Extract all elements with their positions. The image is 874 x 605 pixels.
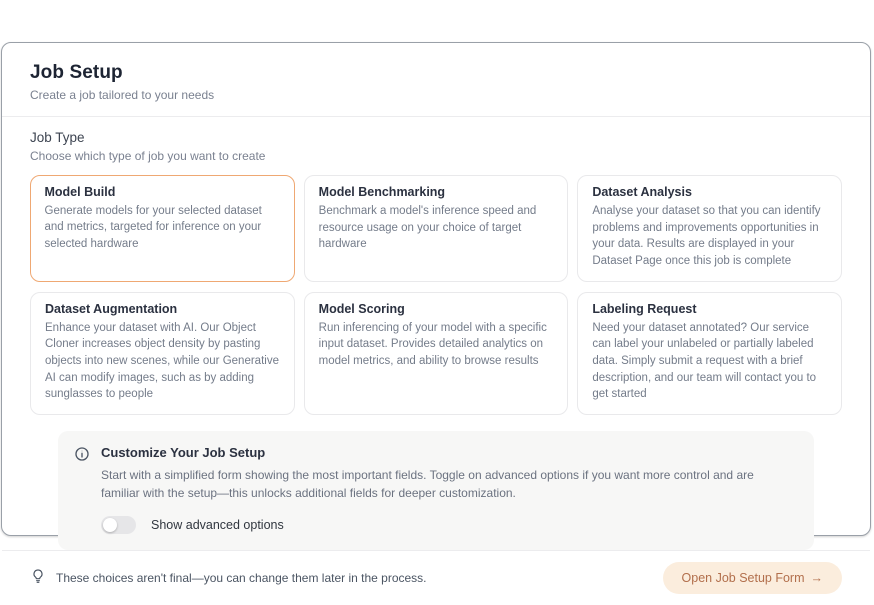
job-type-section	[2, 117, 870, 550]
job-card-dataset-analysis[interactable]	[577, 175, 842, 282]
customize-content	[101, 445, 798, 534]
advanced-options-row	[101, 516, 798, 534]
card-title: Model Scoring	[318, 301, 405, 316]
info-circle-icon	[74, 446, 90, 534]
card-title: Dataset Analysis	[592, 185, 692, 199]
footer-note-text: These choices aren't final—you can change them later in the process.	[56, 571, 427, 586]
toggle-label: Show advanced options	[151, 518, 284, 533]
open-job-setup-form-button[interactable]	[663, 562, 842, 594]
job-type-cards	[30, 175, 842, 415]
card-description: Analyse your dataset so that you can identify problems and improvements opportunities in your data. Results are displayed in your Dataset Page once this job is complete	[592, 205, 821, 268]
job-type-hint: Choose which type of job you want to create	[30, 149, 266, 163]
footer-note	[30, 568, 427, 589]
card-description: Benchmark a model's inference speed and resource usage on your choice of target hardware	[318, 205, 537, 251]
open-form-button-label: Open Job Setup Form	[681, 571, 805, 586]
card-title: Labeling Request	[592, 301, 697, 316]
card-title: Model Benchmarking	[318, 185, 446, 199]
card-title: Model Build	[44, 184, 116, 199]
card-title: Dataset Augmentation	[45, 301, 178, 316]
job-card-model-build[interactable]	[30, 175, 295, 282]
customize-title: Customize Your Job Setup	[101, 445, 266, 461]
card-description: Run inferencing of your model with a specific input dataset. Provides detailed analytics on model metrics, and ability to browse results	[318, 321, 547, 368]
show-advanced-options-toggle[interactable]	[101, 516, 136, 534]
page-subtitle: Create a job tailored to your needs	[30, 88, 215, 102]
job-card-labeling-request[interactable]	[577, 292, 842, 415]
lightbulb-icon	[30, 568, 46, 589]
card-description: Generate models for your selected dataset and metrics, targeted for inference on your selected hardware	[44, 204, 262, 250]
customize-description: Start with a simplified form showing the most important fields. Toggle on advanced options if you want more control and are familiar with the setup—this unlocks additional fields for deeper customization.	[101, 468, 754, 501]
customize-info-box	[58, 431, 814, 550]
dialog-header	[2, 43, 870, 116]
card-description: Enhance your dataset with AI. Our Object Cloner increases object density by pasting objects into new scenes, while our Generative AI can modify images, such as by adding sunglasses to people	[45, 321, 279, 401]
toggle-knob	[103, 518, 117, 532]
job-card-model-benchmarking[interactable]	[304, 175, 569, 282]
card-description: Need your dataset annotated? Our service can label your unlabeled or partially labeled data. Simply submit a request with a brief description, and our team will contact you to get started	[592, 321, 817, 401]
job-card-model-scoring[interactable]	[304, 292, 569, 415]
job-card-dataset-augmentation[interactable]	[30, 292, 295, 415]
job-type-label: Job Type	[30, 130, 85, 145]
arrow-right-icon: →	[810, 571, 823, 586]
job-setup-dialog	[1, 42, 871, 586]
dialog-footer	[2, 550, 870, 605]
page-title: Job Setup	[30, 62, 123, 83]
